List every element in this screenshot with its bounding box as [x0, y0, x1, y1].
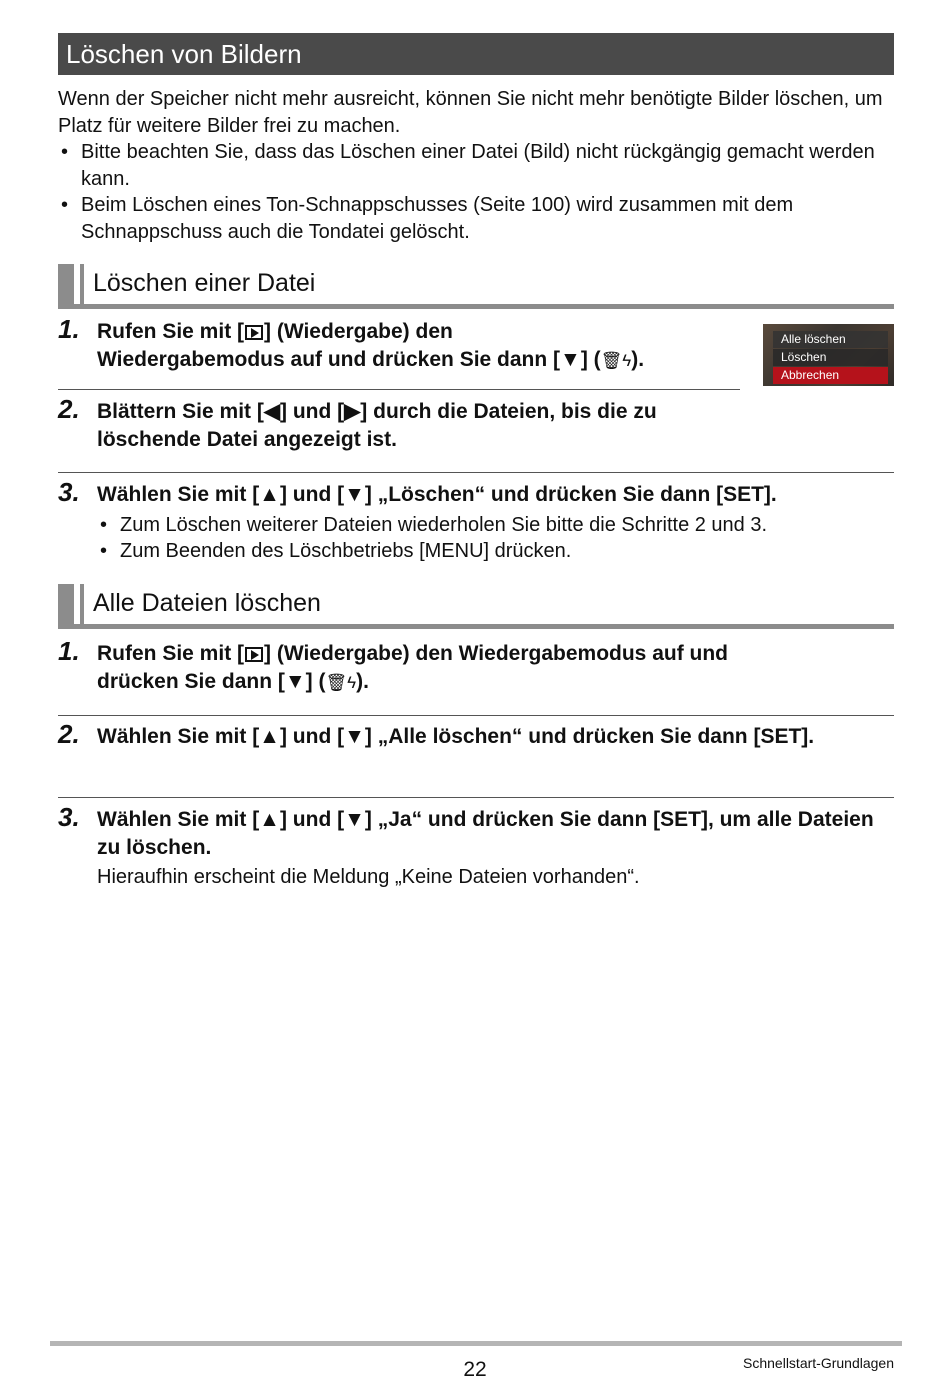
- delete-flash-icon: 🗑︎ϟ: [600, 351, 632, 370]
- section-heading-loeschen-einer-datei: [58, 264, 894, 309]
- heading-bar-icon: [58, 264, 74, 304]
- step-number: 3.: [58, 802, 80, 832]
- heading-bar-icon: [80, 264, 84, 304]
- play-button-icon: [245, 647, 263, 662]
- play-button-icon: [245, 325, 263, 340]
- divider: [58, 797, 894, 798]
- step-text: Blättern Sie mit [◀] und [▶] durch die Dateien, bis die zu löschende Datei angezeigt ist.: [97, 400, 657, 451]
- step-note: Hieraufhin erscheint die Meldung „Keine Dateien vorhanden“.: [97, 866, 640, 888]
- intro-bullet: • Bitte beachten Sie, dass das Löschen einer Datei (Bild) nicht rückgängig gemacht werden kann.: [61, 141, 875, 190]
- step-text: Wählen Sie mit [▲] und [▼] „Ja“ und drücken Sie dann [SET], um alle Dateien zu löschen.: [97, 808, 874, 859]
- divider: [58, 715, 894, 716]
- step-number: 2.: [58, 394, 80, 424]
- step-number: 1.: [58, 636, 80, 666]
- intro-bullet: • Beim Löschen eines Ton-Schnappschusses (Seite 100) wird zusammen mit dem Schnappschuss auch die Tondatei gelöscht.: [61, 194, 794, 243]
- bullet-dot-icon: •: [100, 514, 108, 536]
- step-number: 2.: [58, 719, 80, 749]
- step-note: • Zum Löschen weiterer Dateien wiederholen Sie bitte die Schritte 2 und 3.: [100, 514, 768, 536]
- step-number: 3.: [58, 477, 80, 507]
- section-heading-alle-dateien-loeschen: [58, 584, 894, 629]
- page-title: Löschen von Bildern: [58, 33, 894, 75]
- footer-section-label: Schnellstart-Grundlagen: [743, 1355, 894, 1371]
- intro-paragraph: Wenn der Speicher nicht mehr ausreicht, können Sie nicht mehr benötigte Bilder löschen, um Platz für weitere Bilder frei zu machen.: [58, 88, 883, 137]
- section-title: Alle Dateien löschen: [93, 589, 321, 617]
- bullet-dot-icon: •: [61, 141, 69, 163]
- menu-item-abbrechen: Abbrechen: [773, 367, 888, 384]
- menu-item-loeschen: Löschen: [773, 349, 888, 366]
- divider: [58, 389, 740, 390]
- footer-rule: [50, 1341, 902, 1346]
- section-title: Löschen einer Datei: [93, 269, 316, 297]
- page-number: 22: [463, 1358, 487, 1381]
- step-text: Rufen Sie mit [ ] (Wiedergabe) den Wiedergabemodus auf und drücken Sie dann [▼] (🗑︎ϟ).: [97, 642, 729, 693]
- step-number: 1.: [58, 314, 80, 344]
- menu-item-alle-loeschen: Alle löschen: [773, 331, 888, 348]
- step-text: Wählen Sie mit [▲] und [▼] „Löschen“ und drücken Sie dann [SET].: [97, 483, 777, 506]
- step-text: Wählen Sie mit [▲] und [▼] „Alle löschen“ und drücken Sie dann [SET].: [97, 725, 815, 748]
- divider: [58, 472, 894, 473]
- intro-bullets: [58, 139, 898, 245]
- bullet-dot-icon: •: [61, 194, 69, 216]
- step-note: • Zum Beenden des Löschbetriebs [MENU] drücken.: [100, 540, 572, 562]
- heading-bar-icon: [80, 584, 84, 624]
- delete-menu-preview: [763, 324, 894, 386]
- bullet-dot-icon: •: [100, 540, 108, 562]
- intro: [58, 86, 898, 245]
- step-text: Rufen Sie mit [ ] (Wiedergabe) den Wiedergabemodus auf und drücken Sie dann [▼] (🗑︎ϟ).: [97, 320, 645, 371]
- heading-bar-icon: [58, 584, 74, 624]
- step-notes: [97, 512, 897, 564]
- delete-flash-icon: 🗑︎ϟ: [325, 673, 357, 692]
